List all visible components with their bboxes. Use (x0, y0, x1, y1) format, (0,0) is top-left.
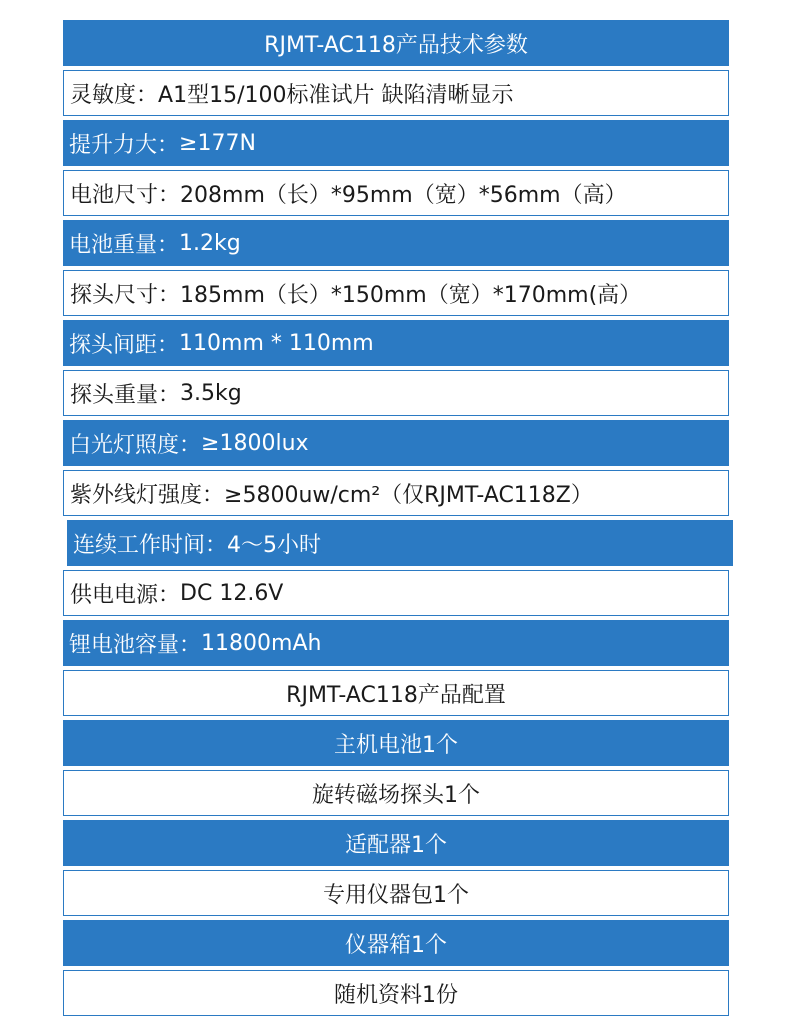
spec-label: 紫外线灯强度 (70, 482, 203, 508)
spec-label: 提升力大 (69, 132, 158, 158)
config-item-text: 仪器箱1个 (345, 932, 447, 958)
spec-value: 185mm（长）*150mm（宽）*170mm(高） (180, 282, 642, 308)
config-item (63, 770, 729, 816)
spec-row-power-supply: 供电电源 ： DC 12.6V (63, 570, 729, 616)
config-item (63, 820, 729, 866)
spec-value: 3.5kg (180, 380, 242, 406)
spec-table-title (63, 20, 729, 66)
config-item (63, 720, 729, 766)
spec-value: 208mm（长）*95mm（宽）*56mm（高） (180, 182, 627, 208)
config-item (63, 970, 729, 1016)
spec-row-uv-intensity: 紫外线灯强度 ： ≥5800uw/cm²（仅RJMT-AC118Z） (63, 470, 729, 516)
config-item-text: 随机资料1份 (334, 982, 458, 1008)
spec-row-sensitivity: 灵敏度 ： A1型15/100标准试片 缺陷清晰显示 (63, 70, 729, 116)
spec-table (63, 20, 729, 1020)
config-title (63, 670, 729, 716)
spec-label: 电池尺寸 (70, 182, 159, 208)
spec-row-probe-weight: 探头重量 ： 3.5kg (63, 370, 729, 416)
spec-row-probe-size: 探头尺寸 ： 185mm（长）*150mm（宽）*170mm(高） (63, 270, 729, 316)
spec-label: 电池重量 (69, 232, 158, 258)
config-title-text: RJMT-AC118产品配置 (286, 682, 506, 708)
spec-label: 探头尺寸 (70, 282, 159, 308)
spec-value: DC 12.6V (180, 580, 284, 606)
spec-label: 探头间距 (69, 332, 158, 358)
spec-value: ≥1800lux (201, 430, 309, 456)
config-item (63, 920, 729, 966)
spec-value: 11800mAh (201, 630, 322, 656)
spec-label: 供电电源 (70, 582, 159, 608)
config-item (63, 870, 729, 916)
spec-label: 锂电池容量 (69, 632, 180, 658)
spec-value: 110mm * 110mm (179, 330, 374, 356)
spec-value: ≥177N (179, 130, 256, 156)
spec-label: 灵敏度 (70, 82, 137, 108)
spec-value: 1.2kg (179, 230, 241, 256)
spec-value: ≥5800uw/cm²（仅RJMT-AC118Z） (224, 482, 593, 508)
spec-table-title-text: RJMT-AC118产品技术参数 (264, 32, 528, 58)
spec-row-battery-size: 电池尺寸 ： 208mm（长）*95mm（宽）*56mm（高） (63, 170, 729, 216)
spec-value: 4～5小时 (227, 532, 322, 558)
spec-row-probe-spacing: 探头间距 ： 110mm * 110mm (63, 320, 729, 366)
spec-row-white-light: 白光灯照度 ： ≥1800lux (63, 420, 729, 466)
spec-label: 探头重量 (70, 382, 159, 408)
spec-row-battery-capacity: 锂电池容量 ： 11800mAh (63, 620, 729, 666)
spec-row-working-time: 连续工作时间 ： 4～5小时 (67, 520, 733, 566)
spec-label: 连续工作时间 (73, 532, 206, 558)
config-item-text: 主机电池1个 (334, 732, 458, 758)
spec-row-battery-weight: 电池重量 ： 1.2kg (63, 220, 729, 266)
config-item-text: 旋转磁场探头1个 (312, 782, 480, 808)
spec-row-lifting-force: 提升力大 ： ≥177N (63, 120, 729, 166)
spec-value: A1型15/100标准试片 缺陷清晰显示 (158, 82, 514, 108)
config-item-text: 适配器1个 (345, 832, 447, 858)
config-item-text: 专用仪器包1个 (323, 882, 469, 908)
spec-label: 白光灯照度 (69, 432, 180, 458)
